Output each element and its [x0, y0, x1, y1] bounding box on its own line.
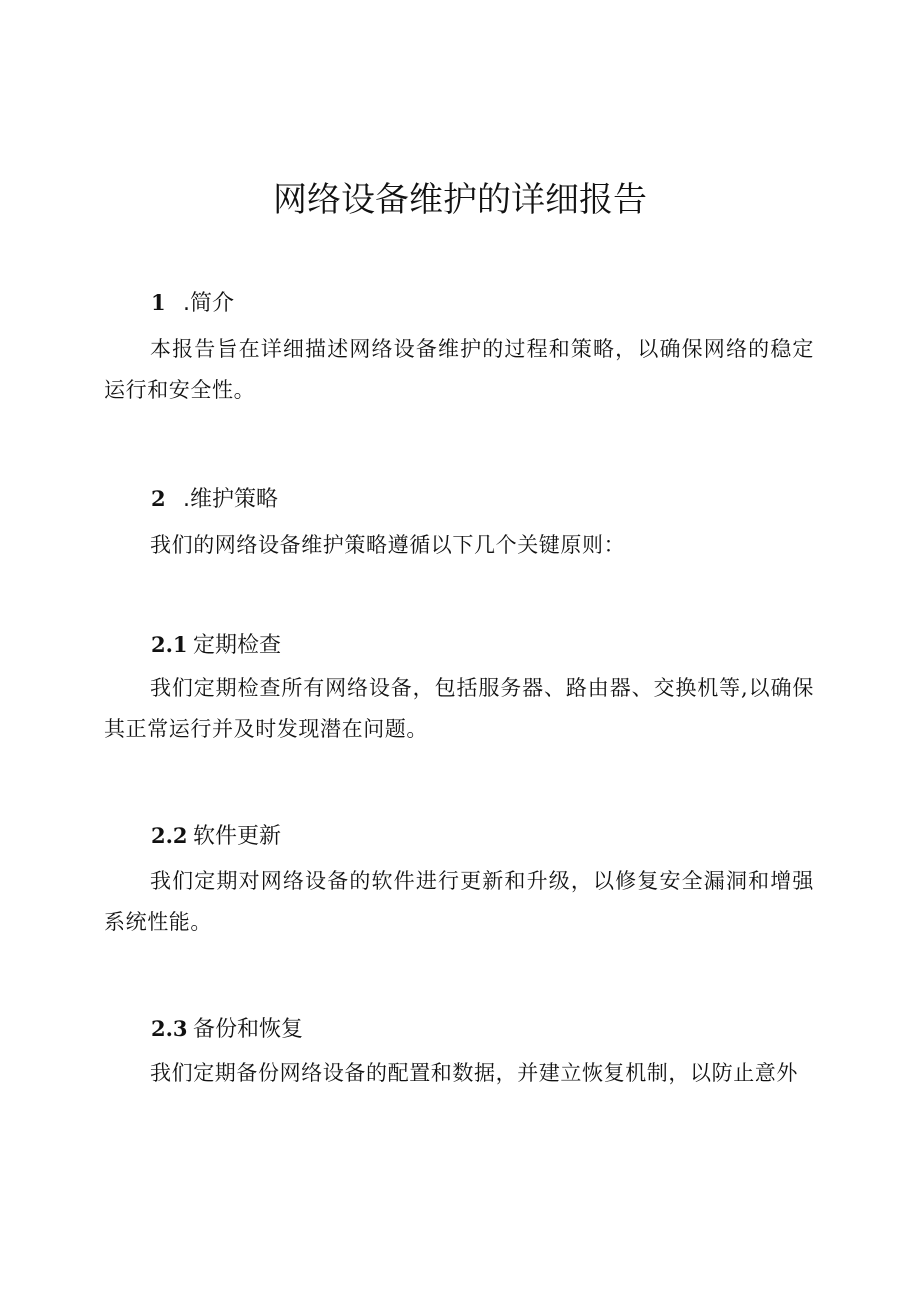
section-body-intro: 本报告旨在详细描述网络设备维护的过程和策略，以确保网络的稳定运行和安全性。: [104, 337, 814, 402]
subsection-heading-software-update: [151, 819, 281, 850]
section-heading-strategy: [151, 482, 278, 513]
section-label: .维护策略: [183, 487, 278, 512]
section-label: 备份和恢复: [193, 1017, 304, 1042]
section-number: 2: [151, 486, 166, 511]
section-label: .简介: [183, 291, 234, 316]
section-number: 2.3: [151, 1016, 188, 1041]
section-label: 软件更新: [193, 824, 282, 849]
subsection-heading-backup: [151, 1012, 303, 1043]
subsection-heading-inspection: [151, 628, 281, 659]
subsection-body-software-update: 我们定期对网络设备的软件进行更新和升级，以修复安全漏洞和增强系统性能。: [104, 869, 814, 934]
section-number: 2.2: [151, 823, 188, 848]
section-heading-intro: [151, 286, 234, 317]
subsection-body-inspection: 我们定期检查所有网络设备，包括服务器、路由器、交换机等,以确保其正常运行并及时发现潜在问题。: [104, 676, 814, 741]
section-number: 2.1: [151, 632, 188, 657]
section-label: 定期检查: [193, 633, 282, 658]
document-title: 网络设备维护的详细报告: [273, 180, 647, 220]
section-number: 1: [151, 290, 166, 315]
section-body-strategy: 我们的网络设备维护策略遵循以下几个关键原则：: [150, 533, 626, 557]
subsection-body-backup: 我们定期备份网络设备的配置和数据，并建立恢复机制，以防止意外: [150, 1061, 798, 1085]
